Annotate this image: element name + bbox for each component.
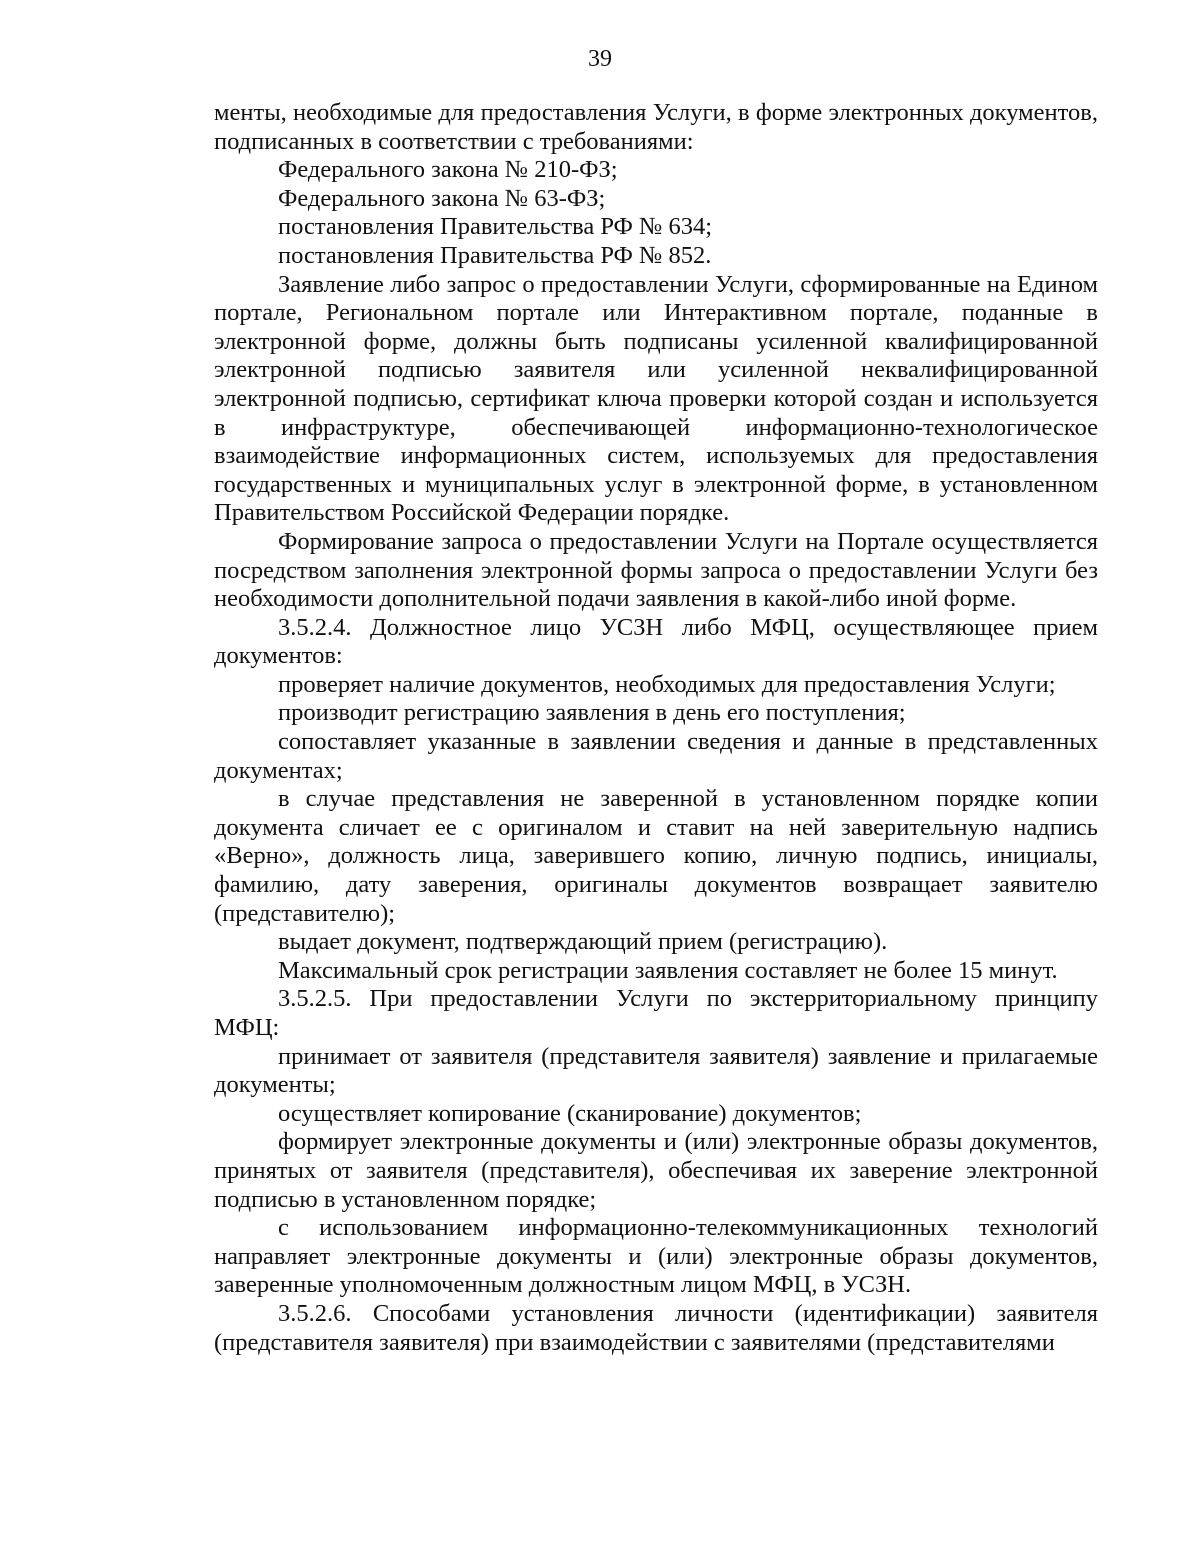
- list-item-law-210: Федерального закона № 210-ФЗ;: [278, 156, 618, 184]
- document-body: [214, 99, 1098, 1357]
- page-number: 39: [588, 46, 612, 72]
- list-item-certifies-copy: в случае представления не заверенной в установленном порядке копии документа сличает ее с оригиналом и ставит на ней заверительную надпись «Верно», должность лица, заверившего копию, личную подпись, инициалы, фамилию, дату заверения, оригиналы документов возвращает заявителю (представителю);: [214, 785, 1098, 927]
- list-item-decree-634: постановления Правительства РФ № 634;: [278, 213, 713, 241]
- list-item-decree-852: постановления Правительства РФ № 852.: [278, 241, 712, 269]
- list-item-forms-electronic-docs: формирует электронные документы и (или) электронные образы документов, принятых от заявителя (представителя), обеспечивая их заверение электронной подписью в установленном порядке;: [214, 1128, 1098, 1213]
- list-item-law-63: Федерального закона № 63-ФЗ;: [278, 184, 606, 212]
- list-item-accepts-application: принимает от заявителя (представителя заявителя) заявление и прилагаемые документы;: [214, 1042, 1098, 1099]
- paragraph-continuation: менты, необходимые для предоставления Услуги, в форме электронных документов, подписанных в соответствии с требованиями:: [214, 99, 1098, 155]
- paragraph-3-5-2-5: 3.5.2.5. При предоставлении Услуги по экстерриториальному принципу МФЦ:: [214, 985, 1098, 1041]
- paragraph-3-5-2-6: 3.5.2.6. Способами установления личности (идентификации) заявителя (представителя заявителя) при взаимодействии с заявителями (представителями: [214, 1299, 1098, 1356]
- paragraph-portal-request: Формирование запроса о предоставлении Услуги на Портале осуществляется посредством заполнения электронной формы запроса о предоставлении Услуги без необходимости дополнительной подачи заявления в какой-либо иной форме.: [214, 527, 1098, 613]
- list-item-registers-application: производит регистрацию заявления в день его поступления;: [278, 699, 906, 727]
- list-item-sends-to-uszn: с использованием информационно-телекоммуникационных технологий направляет электронные документы и (или) электронные образы документов, заверенные уполномоченным должностным лицом МФЦ, в УСЗН.: [214, 1214, 1098, 1299]
- list-item-issues-receipt: выдает документ, подтверждающий прием (регистрацию).: [278, 928, 888, 956]
- list-item-checks-documents: проверяет наличие документов, необходимых для предоставления Услуги;: [278, 670, 1056, 698]
- paragraph-signature-requirements: Заявление либо запрос о предоставлении Услуги, сформированные на Едином портале, Региональном портале или Интерактивном портале, поданные в электронной форме, должны быть подписаны усиленной квалифицированной электронной подписью заявителя или усиленной неквалифицированной электронной подписью, сертификат ключа проверки которой создан и используется в инфраструктуре, обеспечивающей информационно-технологическое взаимодействие информационных систем, используемых для предоставления государственных и муниципальных услуг в электронной форме, в установленном Правительством Российской Федерации порядке.: [214, 270, 1098, 527]
- paragraph-max-registration-time: Максимальный срок регистрации заявления составляет не более 15 минут.: [278, 956, 1058, 984]
- list-item-scans-documents: осуществляет копирование (сканирование) документов;: [278, 1099, 862, 1127]
- list-item-compares-data: сопоставляет указанные в заявлении сведения и данные в представленных документах;: [214, 728, 1098, 784]
- paragraph-3-5-2-4: 3.5.2.4. Должностное лицо УСЗН либо МФЦ, осуществляющее прием документов:: [214, 613, 1098, 670]
